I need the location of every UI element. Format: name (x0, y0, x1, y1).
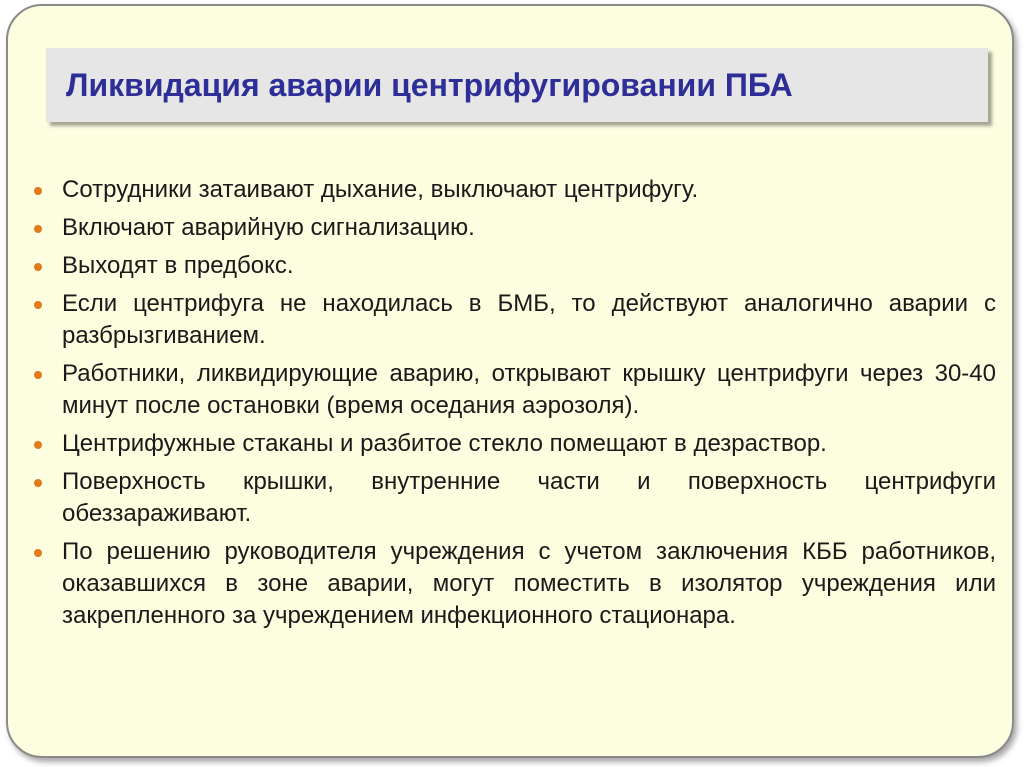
bullet-text: По решению руководителя учреждения с учетом заключения КББ работников, оказавшихся в зоне аварии, могут поместить в изолятор учреждения или закрепленного за учреждением инфекционного стационара. (62, 538, 996, 629)
bullet-text: Если центрифуга не находилась в БМБ, то действуют аналогично аварии с разбрызгиванием. (62, 290, 996, 349)
bullet-item (34, 466, 996, 530)
bullet-item (34, 250, 996, 282)
bullet-dot-icon (34, 263, 42, 271)
bullet-dot-icon (34, 441, 42, 449)
bullet-dot-icon (34, 225, 42, 233)
bullet-dot-icon (34, 187, 42, 195)
bullet-item (34, 428, 996, 460)
bullet-dot-icon (34, 301, 42, 309)
bullet-text: Поверхность крышки, внутренние части и поверхность центрифуги обеззараживают. (62, 468, 996, 527)
bullet-text: Сотрудники затаивают дыхание, выключают центрифугу. (62, 176, 699, 203)
slide-frame (6, 4, 1014, 758)
bullet-text: Работники, ликвидирующие аварию, открывают крышку центрифуги через 30-40 минут после остановки (время оседания аэрозоля). (62, 360, 996, 419)
bullet-dot-icon (34, 479, 42, 487)
bullet-item (34, 358, 996, 422)
bullet-item (34, 174, 996, 206)
bullet-list (34, 174, 996, 638)
bullet-item (34, 288, 996, 352)
bullet-text: Выходят в предбокс. (62, 252, 294, 279)
bullet-text: Центрифужные стаканы и разбитое стекло помещают в дезраствор. (62, 430, 827, 457)
bullet-item (34, 536, 996, 632)
title-box (46, 48, 988, 122)
slide-title: Ликвидация аварии центрифугировании ПБА (66, 66, 793, 103)
bullet-dot-icon (34, 549, 42, 557)
bullet-item (34, 212, 996, 244)
bullet-dot-icon (34, 371, 42, 379)
bullet-text: Включают аварийную сигнализацию. (62, 214, 475, 241)
